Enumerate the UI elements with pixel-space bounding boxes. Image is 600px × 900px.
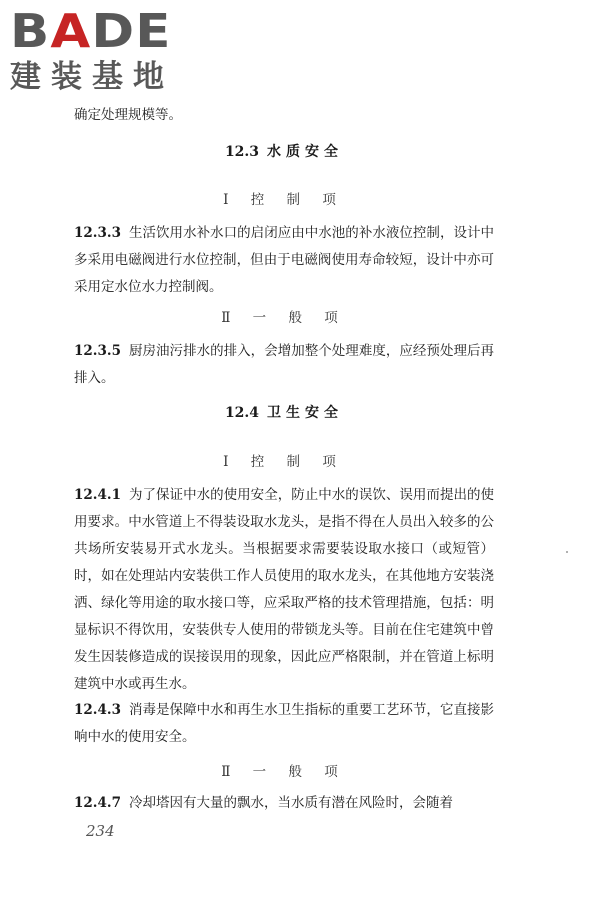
page-number: 234: [86, 822, 115, 840]
logo-chinese-name: 建装基地: [10, 59, 174, 95]
clause-12-4-3: 12.4.3 消毒是保障中水和再生水卫生指标的重要工艺环节，它直接影响中水的使用安全。: [74, 702, 494, 745]
brand-logo: [10, 4, 174, 95]
subsection-heading-general: Ⅱ 一 般 项: [221, 310, 347, 326]
section-heading-12-3: 12.3 水质安全: [224, 144, 344, 160]
subsection-heading-general: Ⅱ 一 般 项: [221, 764, 347, 780]
logo-wordmark: BADE: [10, 4, 172, 58]
scan-speck: [566, 551, 568, 553]
section-heading-12-4: 12.4 卫生安全: [224, 405, 344, 421]
clause-12-4-7: 12.4.7 冷却塔因有大量的飘水，当水质有潜在风险时，会随着: [74, 795, 453, 811]
subsection-heading-control: Ⅰ 控 制 项: [223, 454, 345, 470]
clause-12-3-3: 12.3.3 生活饮用水补水口的启闭应由中水池的补水液位控制，设计中多采用电磁阀进行水位控制，但由于电磁阀使用寿命较短，设计中亦可采用定水位水力控制阀。: [74, 225, 494, 295]
paragraph-continuation: 确定处理规模等。: [74, 107, 182, 123]
clause-12-4-1: 12.4.1 为了保证中水的使用安全，防止中水的误饮、误用而提出的使用要求。中水管道上不得装设取水龙头，是指不得在人员出入较多的公共场所安装易开式水龙头。当根据要求需要装设取水接口（或短管）时，如在处理站内安装供工作人员使用的取水龙头，在其他地方安装浇洒、绿化等用途的取水接口等，应采取严格的技术管理措施，包括：明显标识不得饮用，安装供专人使用的带锁龙头等。目前在住宅建筑中曾发生因装修造成的误接误用的现象，因此应严格限制，并在管道上标明建筑中水或再生水。: [74, 487, 494, 692]
clause-12-3-5: 12.3.5 厨房油污排水的排入，会增加整个处理难度，应经预处理后再排入。: [74, 343, 494, 386]
subsection-heading-control: Ⅰ 控 制 项: [223, 192, 345, 208]
